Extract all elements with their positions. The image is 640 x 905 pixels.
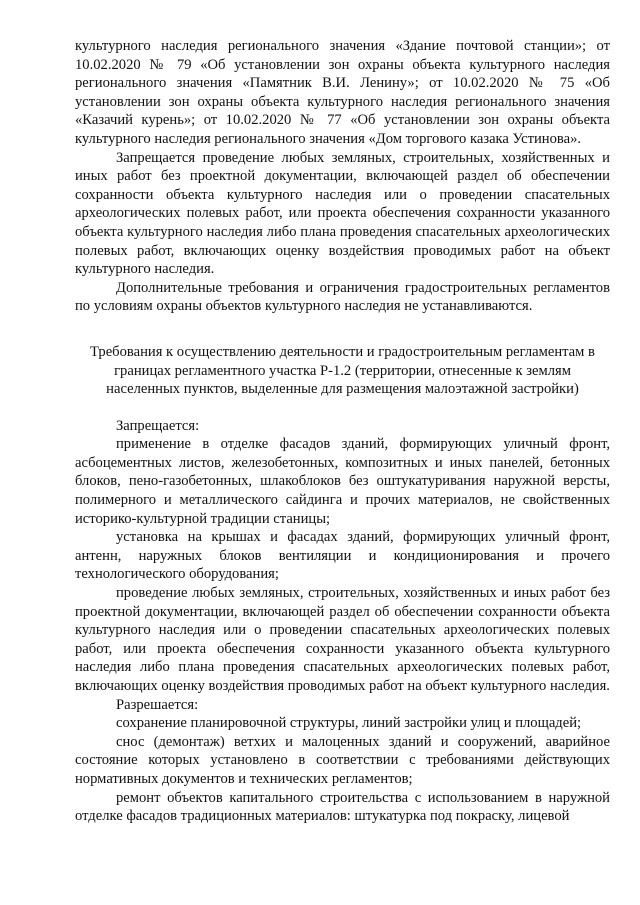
intro-paragraph-continuation: культурного наследия регионального значения «Здание почтовой станции»; от 10.02.2020 № 79 «Об установлении зон охраны объекта культурного наследия регионального значения «Памятник В.И. Ленину»; от 10.02.2020 № 75 «Об установлении зон охраны объекта культурного наследия регионального значения «Казачий курень»; от 10.02.2020 № 77 «Об установлении зон охраны объекта культурного наследия регионального значения «Дом торгового казака Устинова». [75,38,610,147]
prohibited-item: установка на крышах и фасадах зданий, формирующих уличный фронт, антенн, наружных блоков вентиляции и кондиционирования и прочего технологического оборудования; [75,529,610,583]
allowed-item: сохранение планировочной структуры, линий застройки улиц и площадей; [116,715,582,732]
intro-paragraph-additional: Дополнительные требования и ограничения градостроительных регламентов по условиям охраны объектов культурного наследия не устанавливаются. [75,279,610,315]
section-spacer [75,316,610,343]
prohibited-label: Запрещается: [116,417,200,434]
prohibited-item: проведение любых земляных, строительных, хозяйственных и иных работ без проектной документации, включающей раздел об обеспечении сохранности объекта культурного наследия или о проведении спасательных археологических полевых работ, или проекта обеспечения сохранности указанного объекта культурного наследия либо плана проведения спасательных археологических полевых работ, включающих оценку воздействия проводимых работ на объект культурного наследия. [75,585,610,694]
intro-paragraph-earthworks: Запрещается проведение любых земляных, строительных, хозяйственных и иных работ без проектной документации, включающей раздел об обеспечении сохранности объекта культурного наследия или о проведении спасательных археологических полевых работ, или проекта обеспечения сохранности указанного объекта культурного наследия либо плана проведения спасательных археологических полевых работ, включающих оценку воздействия проводимых работ на объект культурного наследия. [75,149,610,278]
section-heading: Требования к осуществлению деятельности и градостроительным регламентам в границах регламентного участка Р-1.2 (территории, отнесенные к землям населенных пунктов, выделенные для размещения малоэтажной застройки) [90,343,595,398]
prohibited-item: применение в отделке фасадов зданий, формирующих уличный фронт, асбоцементных листов, железобетонных, композитных и иных панелей, бетонных блоков, пено-газобетонных, шлакоблоков без оштукатуривания наружной версты, полимерного и металлического сайдинга и прочих материалов, не свойственных историко-культурной традиции станицы; [75,436,610,527]
allowed-label: Разрешается: [116,696,199,713]
allowed-item: ремонт объектов капитального строительства с использованием в наружной отделке фасадов традиционных материалов: штукатурка под покраску, лицевой [75,789,610,825]
section-spacer [75,399,610,417]
allowed-item: снос (демонтаж) ветхих и малоценных зданий и сооружений, аварийное состояние которых установлено в соответствии с требованиями действующих нормативных документов и технических регламентов; [75,733,610,787]
